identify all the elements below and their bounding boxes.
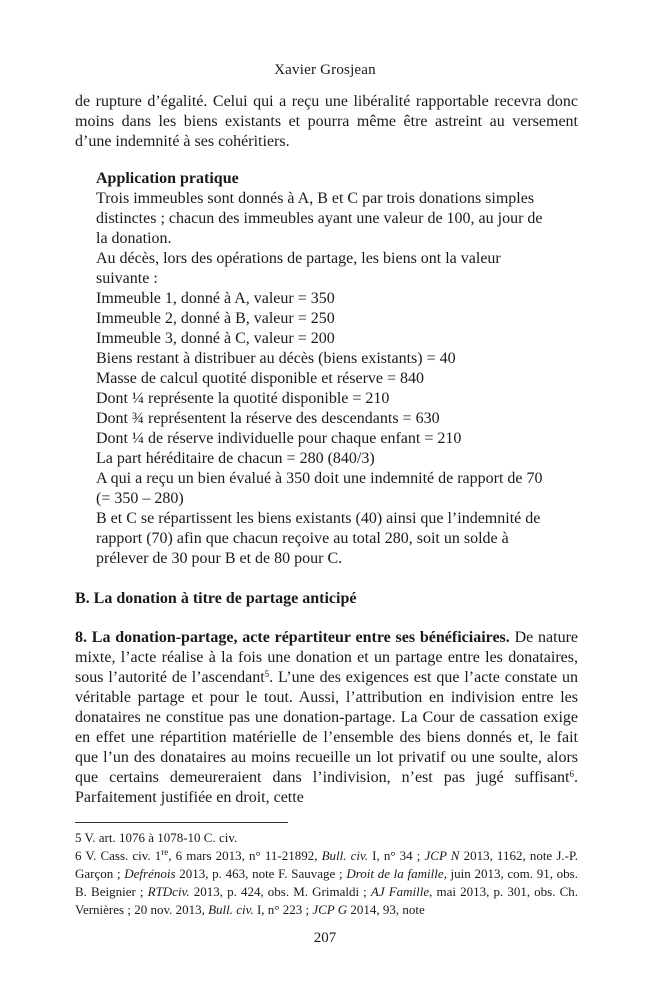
footnote-text: , juin 2013, com. 91, obs. B. Beignier ; (75, 866, 578, 899)
practice-line: Dont ¼ de réserve individuelle pour chaque enfant = 210 (96, 430, 462, 447)
footnote-ref-6[interactable]: 6 (569, 769, 574, 779)
citation-title: Droit de la famille (346, 866, 444, 881)
practice-line: Biens restant à distribuer au décès (biens existants) = 40 (96, 350, 456, 367)
footnotes (75, 829, 578, 919)
footnote-text: I, n° 34 ; (368, 848, 425, 863)
practice-example (96, 169, 578, 569)
footnote-superscript: re (161, 847, 169, 857)
practice-line: Immeuble 1, donné à A, valeur = 350 (96, 290, 335, 307)
footnote-ref-5[interactable]: 5 (264, 669, 270, 679)
footnote-text: 2013, 1162, note J.-P. Garçon ; (75, 848, 578, 881)
paragraph-text: De nature mixte, l’acte réalise à la fois une donation et un partage entre les donataires, sous l’autorité de l’ascendant (75, 629, 578, 686)
paragraph-rupture-egalite: de rupture d’égalité. Celui qui a reçu une libéralité rapportable recevra donc moins dans les biens existants et pourra même être astreint au versement d’une indemnité à ses cohéritiers. (75, 93, 578, 150)
footnote-text: 2014, 93, note (347, 902, 425, 917)
citation-title: Defrénois (124, 866, 176, 881)
citation-title: AJ Famille (370, 884, 430, 899)
footnote-text: , mai 2013, p. 301, obs. Ch. Vernières ; 20 nov. 2013, (75, 884, 579, 917)
citation-title: Bull. civ. (208, 902, 254, 917)
practice-line: La part héréditaire de chacun = 280 (840/3) (96, 450, 375, 467)
section-heading: B. La donation à titre de partage anticipé (75, 590, 357, 607)
citation-title: RTDciv. (147, 884, 190, 899)
footnote-text: 2013, p. 463, note F. Sauvage ; (175, 866, 347, 881)
practice-line: Masse de calcul quotité disponible et réserve = 840 (96, 370, 425, 387)
practice-line: A qui a reçu un bien évalué à 350 doit une indemnité de rapport de 70 (96, 470, 543, 487)
paragraph-text: . Parfaitement justifiée en droit, cette (75, 769, 578, 806)
footnote-text: , 6 mars 2013, n° 11-21892, (168, 848, 322, 863)
practice-line: Immeuble 2, donné à B, valeur = 250 (96, 310, 335, 327)
footnote-text: I, n° 223 ; (253, 902, 313, 917)
footnote-5: 5 V. art. 1076 à 1078-10 C. civ. (75, 830, 238, 845)
footnote-text: 2013, p. 424, obs. M. Grimaldi ; (189, 884, 371, 899)
citation-title: Bull. civ. (321, 848, 369, 863)
footnote-separator (75, 822, 288, 823)
practice-line: la donation. (96, 230, 172, 247)
running-head: Xavier Grosjean (274, 62, 376, 78)
paragraph-lead: 8. La donation-partage, acte répartiteur entre ses bénéficiaires. (75, 629, 510, 646)
paragraph-donation-partage (75, 628, 578, 808)
practice-line: prélever de 30 pour B et de 80 pour C. (96, 550, 343, 567)
practice-line: distinctes ; chacun des immeubles ayant une valeur de 100, au jour de (96, 210, 543, 227)
practice-line: Immeuble 3, donné à C, valeur = 200 (96, 330, 335, 347)
practice-line: B et C se répartissent les biens existants (40) ainsi que l’indemnité de (96, 510, 541, 527)
practice-line: (= 350 – 280) (96, 490, 184, 507)
paragraph-text: . L’une des exigences est que l’acte constate un véritable partage et pour le tout. Aussi, l’attribution en indivision entre les donataires ne constitue pas une donation-partage. La Cour de cassation exige en effet une répartition matérielle de l’ensemble des biens donnés et, le fait que l’un des donataires au moins recueille un lot privatif ou une soulte, alors que certains demeureraient dans l’indivision, n’est pas jugé suffisant (75, 669, 578, 786)
practice-line: suivante : (96, 270, 158, 287)
citation-title: JCP N (424, 848, 460, 863)
citation-title: JCP G (312, 902, 348, 917)
practice-line: Dont ¼ représente la quotité disponible = 210 (96, 390, 390, 407)
page-number: 207 (313, 930, 337, 946)
practice-line: Au décès, lors des opérations de partage, les biens ont la valeur (96, 250, 501, 267)
practice-line: Dont ¾ représentent la réserve des descendants = 630 (96, 410, 440, 427)
footnote-text: 6 V. Cass. civ. 1 (75, 848, 162, 863)
practice-title: Application pratique (96, 170, 239, 187)
practice-line: Trois immeubles sont donnés à A, B et C par trois donations simples (96, 190, 535, 207)
practice-line: rapport (70) afin que chacun reçoive au total 280, soit un solde à (96, 530, 509, 547)
footnote-6 (75, 847, 578, 919)
